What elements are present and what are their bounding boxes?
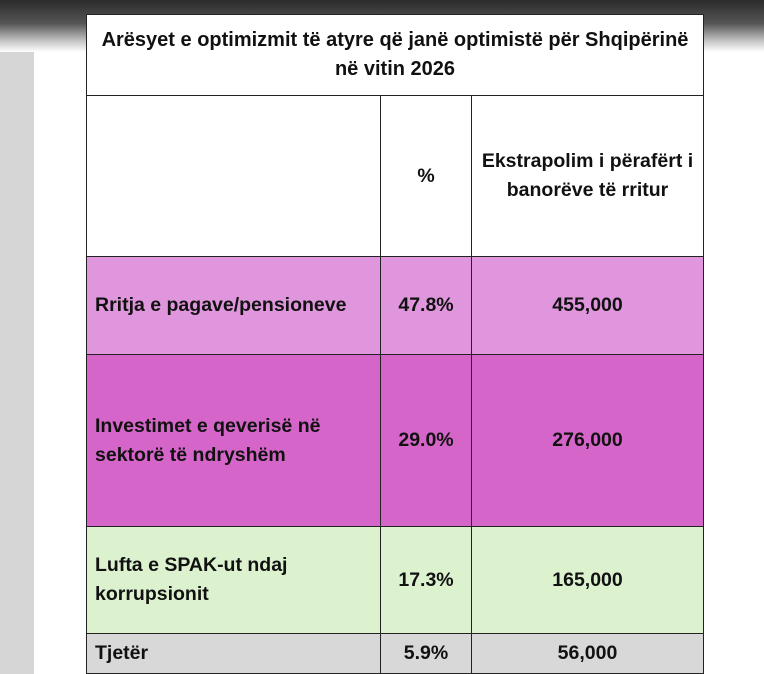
estimate-cell: 56,000 <box>472 634 704 674</box>
reason-cell: Lufta e SPAK-ut ndaj korrupsionit <box>87 527 381 634</box>
table-title: Arësyet e optimizmit të atyre që janë optimistë për Shqipërinë në vitin 2026 <box>87 15 704 96</box>
percent-cell: 5.9% <box>381 634 472 674</box>
table-row <box>87 257 704 355</box>
table-row <box>87 355 704 527</box>
table-title-row <box>87 15 704 96</box>
estimate-cell: 165,000 <box>472 527 704 634</box>
header-estimate: Ekstrapolim i përafërt i banorëve të rritur <box>472 96 704 257</box>
table-row <box>87 634 704 674</box>
header-percent: % <box>381 96 472 257</box>
estimate-cell: 276,000 <box>472 355 704 527</box>
table-row <box>87 527 704 634</box>
optimism-reasons-table <box>86 14 704 674</box>
reason-cell: Investimet e qeverisë në sektorë të ndryshëm <box>87 355 381 527</box>
reason-cell: Rritja e pagave/pensioneve <box>87 257 381 355</box>
percent-cell: 17.3% <box>381 527 472 634</box>
estimate-cell: 455,000 <box>472 257 704 355</box>
percent-cell: 47.8% <box>381 257 472 355</box>
table-header-row <box>87 96 704 257</box>
header-reason <box>87 96 381 257</box>
left-margin <box>0 0 34 674</box>
reason-cell: Tjetër <box>87 634 381 674</box>
percent-cell: 29.0% <box>381 355 472 527</box>
